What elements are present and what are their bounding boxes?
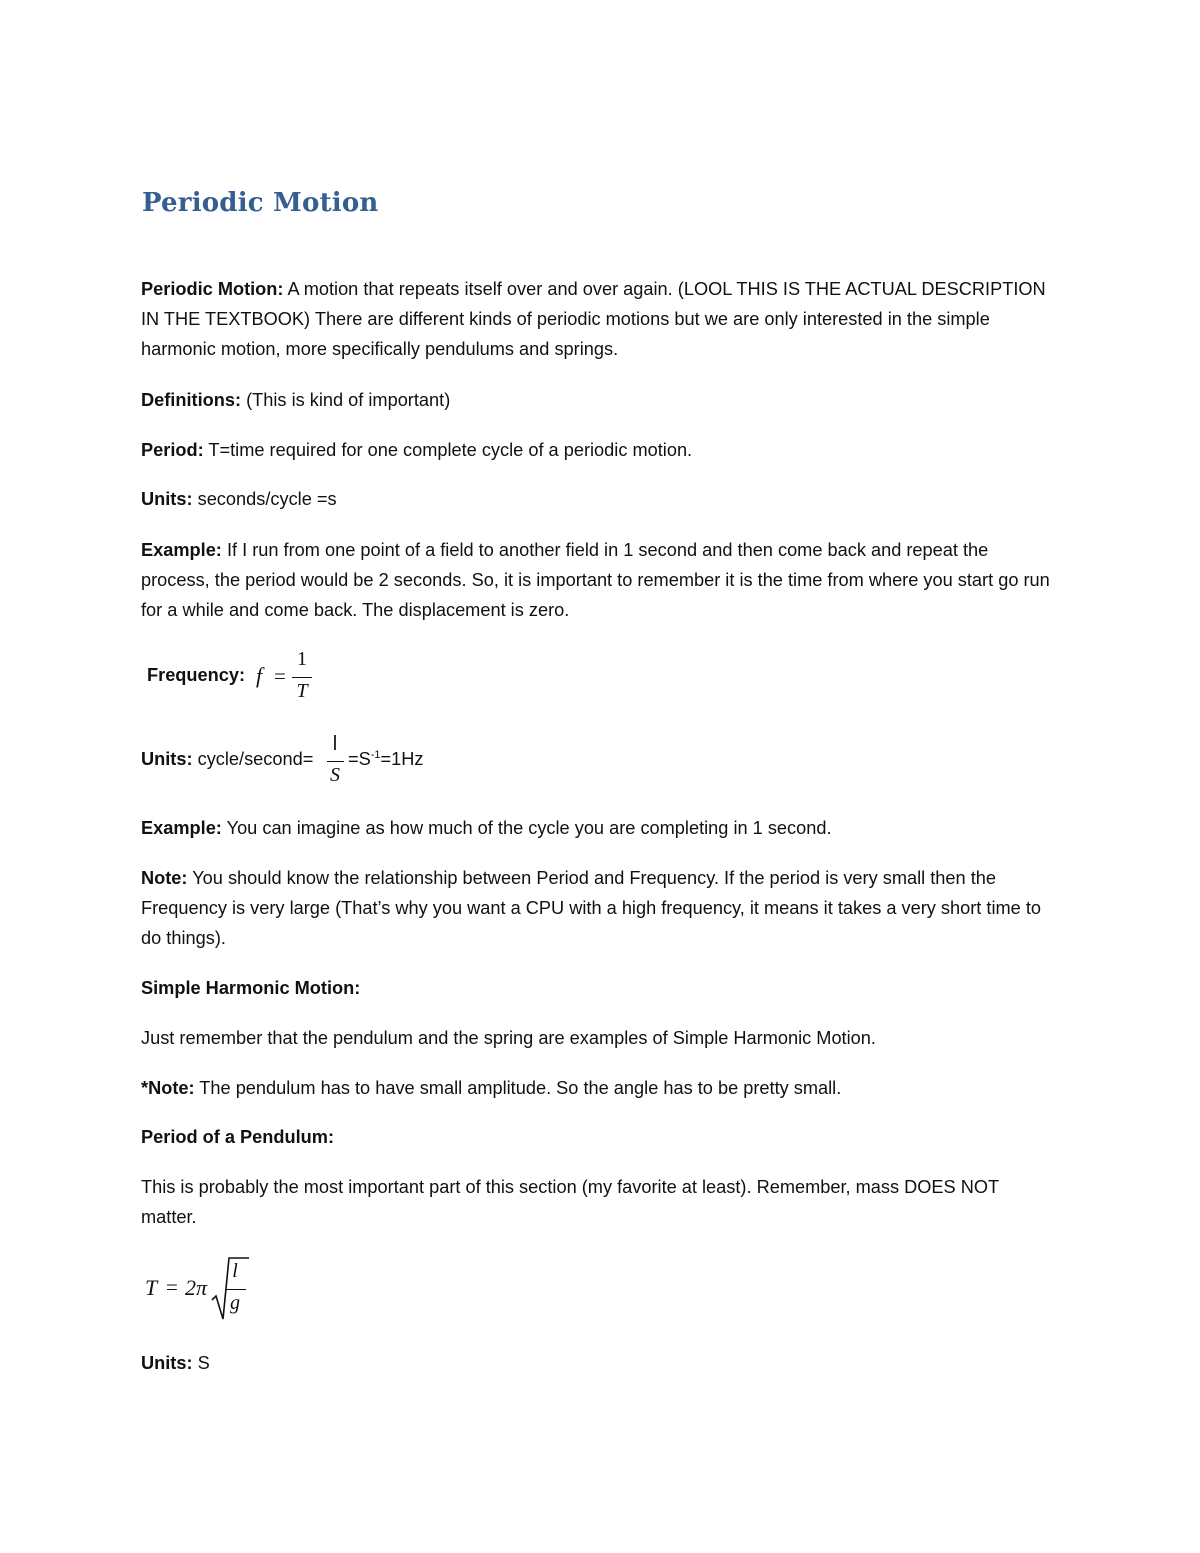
- frequency-label: Frequency:: [147, 665, 246, 685]
- shm-heading-label: Simple Harmonic Motion:: [141, 978, 361, 998]
- example1-paragraph: [141, 535, 1056, 625]
- frequency-units-text: [141, 749, 313, 770]
- example2-paragraph: [141, 813, 1056, 843]
- period-units-paragraph: [141, 484, 1056, 514]
- intro-label: Periodic Motion:: [141, 279, 284, 299]
- frequency-fraction-bar: [292, 677, 312, 678]
- pendulum-formula-lhs: T: [145, 1275, 158, 1300]
- pendulum-formula-equals: =: [166, 1275, 178, 1299]
- page-title: Periodic Motion: [142, 188, 379, 218]
- frequency-units-label: Units:: [141, 749, 193, 769]
- pendulum-formula-denominator: g: [230, 1292, 240, 1314]
- frequency-numerator: 1: [297, 648, 307, 670]
- frequency-lhs: f: [256, 663, 263, 688]
- shm-heading-paragraph: [141, 973, 1056, 1003]
- frequency-units-prefix: cycle/second=: [197, 749, 314, 769]
- frequency-units-fraction-bar: [327, 761, 344, 762]
- frequency-denominator: T: [296, 680, 308, 702]
- pendulum-heading-label: Period of a Pendulum:: [141, 1127, 335, 1147]
- note2-paragraph: [141, 1073, 1056, 1103]
- note1-paragraph: [141, 863, 1056, 953]
- frequency-units-numerator: l: [332, 733, 338, 755]
- shm-text: Just remember that the pendulum and the spring are examples of Simple Harmonic Motion.: [141, 1028, 876, 1048]
- frequency-units-exponent: -1: [370, 749, 381, 761]
- definitions-text: (This is kind of important): [246, 390, 451, 410]
- note2-prefix: *: [141, 1078, 149, 1098]
- period-units-text: seconds/cycle =s: [197, 489, 337, 509]
- period-units-label: Units:: [141, 489, 193, 509]
- period-text: T=time required for one complete cycle of a periodic motion.: [208, 440, 693, 460]
- pendulum-text: This is probably the most important part of this section (my favorite at least). Remember, mass DOES NOT matter.: [141, 1177, 999, 1227]
- pendulum-units-paragraph: [141, 1348, 1056, 1378]
- period-paragraph: [141, 435, 1056, 465]
- intro-text: A motion that repeats itself over and over again. (LOOL THIS IS THE ACTUAL DESCRIPTION IN THE TEXTBOOK) There are different kinds of periodic motions but we are only interested in the simple harmonic motion, more specifically pendulums and springs.: [141, 279, 1046, 359]
- pendulum-fraction-bar: [226, 1289, 246, 1290]
- pendulum-formula-numerator: l: [232, 1260, 238, 1282]
- frequency-units-after-fraction: =S: [348, 749, 371, 770]
- note1-label: Note:: [141, 868, 188, 888]
- definitions-label: Definitions:: [141, 390, 242, 410]
- pendulum-text-paragraph: [141, 1172, 1056, 1232]
- example1-label: Example:: [141, 540, 222, 560]
- pendulum-units-label: Units:: [141, 1353, 193, 1373]
- frequency-equals: =: [274, 664, 286, 688]
- shm-text-paragraph: [141, 1023, 1056, 1053]
- definitions-paragraph: [141, 385, 1056, 415]
- example2-label: Example:: [141, 818, 222, 838]
- intro-paragraph: [141, 274, 1056, 364]
- pendulum-units-text: S: [197, 1353, 210, 1373]
- example1-text: If I run from one point of a field to another field in 1 second and then come back and repeat the process, the period would be 2 seconds. So, it is important to remember it is the time from where you start go run for a while and come back. The displacement is zero.: [141, 540, 1050, 620]
- note1-text: You should know the relationship between Period and Frequency. If the period is very small then the Frequency is very large (That’s why you want a CPU with a high frequency, it means it takes a very short time to do things).: [141, 868, 1041, 948]
- frequency-units-denominator: S: [330, 764, 340, 786]
- example2-text: You can imagine as how much of the cycle you are completing in 1 second.: [226, 818, 832, 838]
- note2-label: Note:: [148, 1078, 195, 1098]
- frequency-units-suffix: =1Hz: [380, 749, 424, 770]
- pendulum-formula-coefficient: 2π: [185, 1275, 208, 1300]
- note2-text: The pendulum has to have small amplitude. So the angle has to be pretty small.: [199, 1078, 842, 1098]
- frequency-units-tail: [348, 749, 424, 770]
- period-label: Period:: [141, 440, 204, 460]
- pendulum-heading-paragraph: [141, 1122, 1056, 1152]
